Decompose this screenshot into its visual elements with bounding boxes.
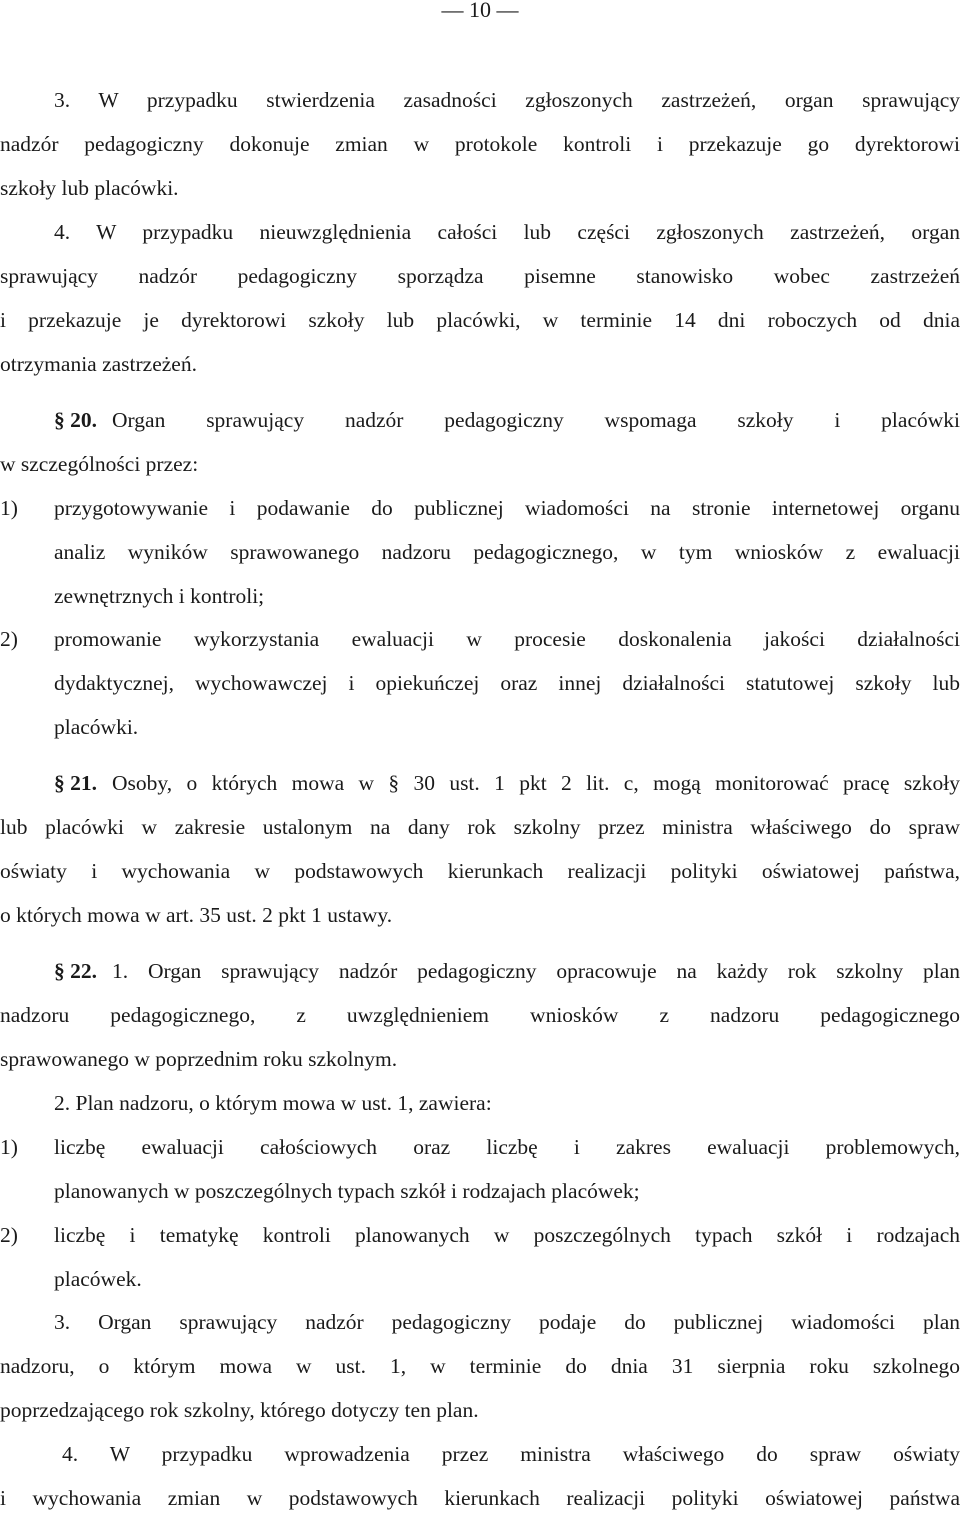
- paragraph-line: o których mowa w art. 35 ust. 2 pkt 1 ustawy.: [0, 903, 393, 927]
- paragraph-line: Osoby, o których mowa w § 30 ust. 1 pkt 2 lit. c, mogą monitorować pracę szkoły: [112, 771, 960, 795]
- paragraph-line: otrzymania zastrzeżeń.: [0, 352, 197, 376]
- paragraph-line: sprawujący nadzór pedagogiczny sporządza pisemne stanowisko wobec zastrzeżeń: [0, 264, 960, 288]
- list-item-line: liczbę i tematykę kontroli planowanych w poszczególnych typach szkół i rodzajach: [54, 1223, 960, 1247]
- paragraph-line: poprzedzającego rok szkolny, którego dotyczy ten plan.: [0, 1398, 479, 1422]
- section-label: § 21.: [54, 771, 97, 795]
- paragraph-line: 2. Plan nadzoru, o którym mowa w ust. 1, zawiera:: [54, 1091, 492, 1115]
- list-item-number: 2): [0, 1223, 18, 1247]
- list-item-line: planowanych w poszczególnych typach szkół i rodzajach placówek;: [54, 1179, 640, 1203]
- list-item-line: liczbę ewaluacji całościowych oraz liczbę i zakres ewaluacji problemowych,: [54, 1135, 960, 1159]
- paragraph-line: lub placówki w zakresie ustalonym na dany rok szkolny przez ministra właściwego do spraw: [0, 815, 960, 839]
- paragraph-line: nadzoru pedagogicznego, z uwzględnieniem wniosków z nadzoru pedagogicznego: [0, 1003, 960, 1027]
- list-item-number: 1): [0, 1135, 18, 1159]
- list-item-line: dydaktycznej, wychowawczej i opiekuńczej oraz innej działalności statutowej szkoły lub: [54, 671, 960, 695]
- section-label: § 20.: [54, 408, 97, 432]
- paragraph-line: nadzoru, o którym mowa w ust. 1, w terminie do dnia 31 sierpnia roku szkolnego: [0, 1354, 960, 1378]
- paragraph-line: 4. W przypadku nieuwzględnienia całości lub części zgłoszonych zastrzeżeń, organ: [54, 220, 960, 244]
- list-item-line: zewnętrznych i kontroli;: [54, 584, 265, 608]
- list-item-line: placówek.: [54, 1267, 142, 1291]
- paragraph-line: sprawowanego w poprzednim roku szkolnym.: [0, 1047, 398, 1071]
- paragraph-line: oświaty i wychowania w podstawowych kierunkach realizacji polityki oświatowej państwa,: [0, 859, 960, 883]
- paragraph-line: szkoły lub placówki.: [0, 176, 179, 200]
- paragraph-line: i wychowania zmian w podstawowych kierunkach realizacji polityki oświatowej państwa: [0, 1486, 960, 1510]
- list-item-number: 1): [0, 496, 18, 520]
- paragraph-line: 3. Organ sprawujący nadzór pedagogiczny podaje do publicznej wiadomości plan: [54, 1310, 960, 1334]
- page-number: — 10 —: [441, 0, 519, 22]
- paragraph-line: i przekazuje je dyrektorowi szkoły lub placówki, w terminie 14 dni roboczych od dnia: [0, 308, 960, 332]
- section-label: § 22.: [54, 959, 97, 983]
- paragraph-line: Organ sprawujący nadzór pedagogiczny wspomaga szkoły i placówki: [112, 408, 960, 432]
- paragraph-line: 4. W przypadku wprowadzenia przez ministra właściwego do spraw oświaty: [62, 1442, 960, 1466]
- list-item-line: promowanie wykorzystania ewaluacji w procesie doskonalenia jakości działalności: [54, 627, 960, 651]
- paragraph-line: 1. Organ sprawujący nadzór pedagogiczny opracowuje na każdy rok szkolny plan: [112, 959, 960, 983]
- paragraph-line: 3. W przypadku stwierdzenia zasadności zgłoszonych zastrzeżeń, organ sprawujący: [54, 88, 960, 112]
- list-item-line: przygotowywanie i podawanie do publicznej wiadomości na stronie internetowej organu: [54, 496, 960, 520]
- list-item-line: placówki.: [54, 715, 139, 739]
- paragraph-line: nadzór pedagogiczny dokonuje zmian w protokole kontroli i przekazuje go dyrektorowi: [0, 132, 960, 156]
- list-item-line: analiz wyników sprawowanego nadzoru pedagogicznego, w tym wniosków z ewaluacji: [54, 540, 960, 564]
- paragraph-line: w szczególności przez:: [0, 452, 199, 476]
- list-item-number: 2): [0, 627, 18, 651]
